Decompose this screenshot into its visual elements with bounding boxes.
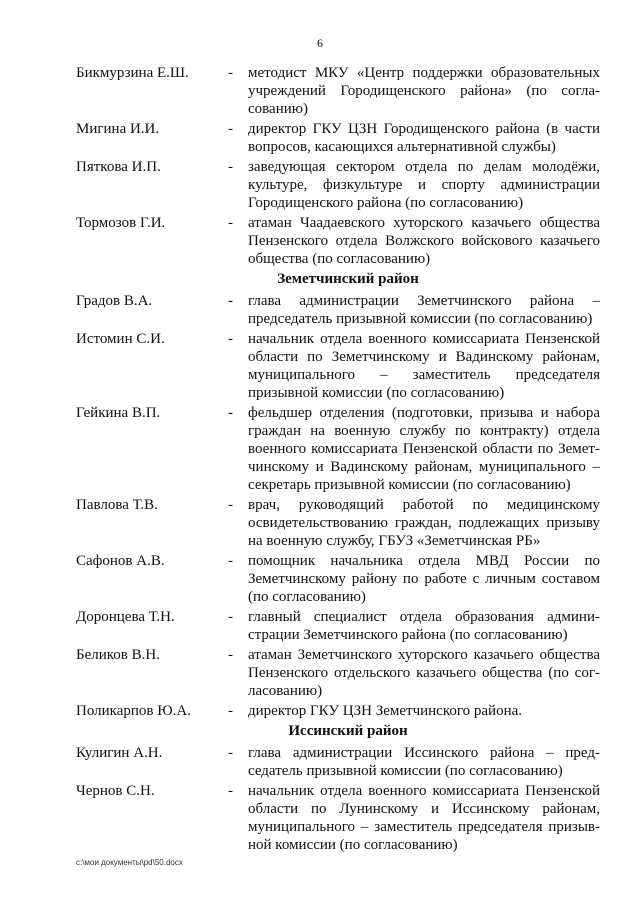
member-row: [76, 782, 600, 854]
member-row: [76, 120, 600, 156]
member-position: директор ГКУ ЦЗН Городищенского района (в части вопросов, касающихся альтернативной службы): [248, 121, 600, 155]
member-position: помощник начальника отдела МВД России по Земетчинскому району по работе с личным составом (по согласованию): [248, 553, 600, 605]
member-position: глава администрации Земетчинского района – председатель призывной комиссии (по согласованию): [248, 293, 600, 327]
member-row: [76, 552, 600, 606]
district-heading: Иссинский район: [288, 723, 408, 739]
member-name: Тормозов Г.И.: [76, 215, 166, 231]
dash-separator: -: [228, 215, 233, 231]
member-row: [76, 214, 600, 268]
member-position: глава администрации Иссинского района – пред-седатель призывной комиссии (по согласованию): [248, 745, 600, 779]
member-row: [76, 608, 600, 644]
member-name: Павлова Т.В.: [76, 497, 158, 513]
member-name: Беликов В.Н.: [76, 647, 160, 663]
member-position: начальник отдела военного комиссариата Пензенской области по Лунинскому и Иссинскому районам, муниципального – заместитель председателя призыв-ной комиссии (по согласованию): [248, 783, 600, 853]
member-name: Пяткова И.П.: [76, 159, 161, 175]
file-path-footer: c:\мои документы\pd\50.docx: [76, 858, 183, 867]
member-name: Кулигин А.Н.: [76, 745, 163, 761]
page-number: 6: [317, 36, 323, 50]
members-list: [76, 64, 600, 856]
member-position: директор ГКУ ЦЗН Земетчинского района.: [248, 703, 522, 719]
member-row: [76, 158, 600, 212]
dash-separator: -: [228, 159, 233, 175]
member-name: Доронцева Т.Н.: [76, 609, 175, 625]
member-position: атаман Чаадаевского хуторского казачьего общества Пензенского отдела Волжского войскового казачьего общества (по согласованию): [248, 215, 600, 267]
member-row: [76, 646, 600, 700]
dash-separator: -: [228, 405, 233, 421]
member-row: [76, 744, 600, 780]
member-position: методист МКУ «Центр поддержки образовательных учреждений Городищенского района» (по согла-сованию): [248, 65, 600, 117]
member-name: Гейкина В.П.: [76, 405, 161, 421]
member-name: Истомин С.И.: [76, 331, 165, 347]
member-position: начальник отдела военного комиссариата Пензенской области по Земетчинскому и Вадинскому районам, муниципального – заместитель председателя призывной комиссии (по согласованию): [248, 331, 600, 401]
dash-separator: -: [228, 121, 233, 137]
member-position: фельдшер отделения (подготовки, призыва и набора граждан на военную службу по контракту) отдела военного комиссариата Пензенской области по Земет-чинскому и Вадинскому районам, муниципального – секретарь призывной комиссии (по согласованию): [248, 405, 600, 493]
dash-separator: -: [228, 745, 233, 761]
member-row: [76, 702, 600, 720]
district-heading: Земетчинский район: [277, 271, 419, 287]
member-row: [76, 64, 600, 118]
dash-separator: -: [228, 65, 233, 81]
member-name: Мигина И.И.: [76, 121, 160, 137]
member-name: Градов В.А.: [76, 293, 153, 309]
member-row: [76, 292, 600, 328]
dash-separator: -: [228, 703, 233, 719]
dash-separator: -: [228, 783, 233, 799]
member-position: заведующая сектором отдела по делам молодёжи, культуре, физкультуре и спорту администрации Городищенского района (по согласованию): [248, 159, 600, 211]
member-row: [76, 496, 600, 550]
member-position: главный специалист отдела образования админи-страции Земетчинского района (по согласованию): [248, 609, 600, 643]
member-name: Бикмурзина Е.Ш.: [76, 65, 189, 81]
member-row: [76, 404, 600, 494]
member-position: врач, руководящий работой по медицинскому освидетельствованию граждан, подлежащих призыву на военную службу, ГБУЗ «Земетчинская РБ»: [248, 497, 600, 549]
dash-separator: -: [228, 609, 233, 625]
dash-separator: -: [228, 331, 233, 347]
member-name: Чернов С.Н.: [76, 783, 155, 799]
dash-separator: -: [228, 293, 233, 309]
dash-separator: -: [228, 497, 233, 513]
member-name: Сафонов А.В.: [76, 553, 165, 569]
dash-separator: -: [228, 647, 233, 663]
member-position: атаман Земетчинского хуторского казачьего общества Пензенского отдельского казачьего общества (по сог-ласованию): [248, 647, 600, 699]
member-row: [76, 330, 600, 402]
dash-separator: -: [228, 553, 233, 569]
member-name: Поликарпов Ю.А.: [76, 703, 191, 719]
